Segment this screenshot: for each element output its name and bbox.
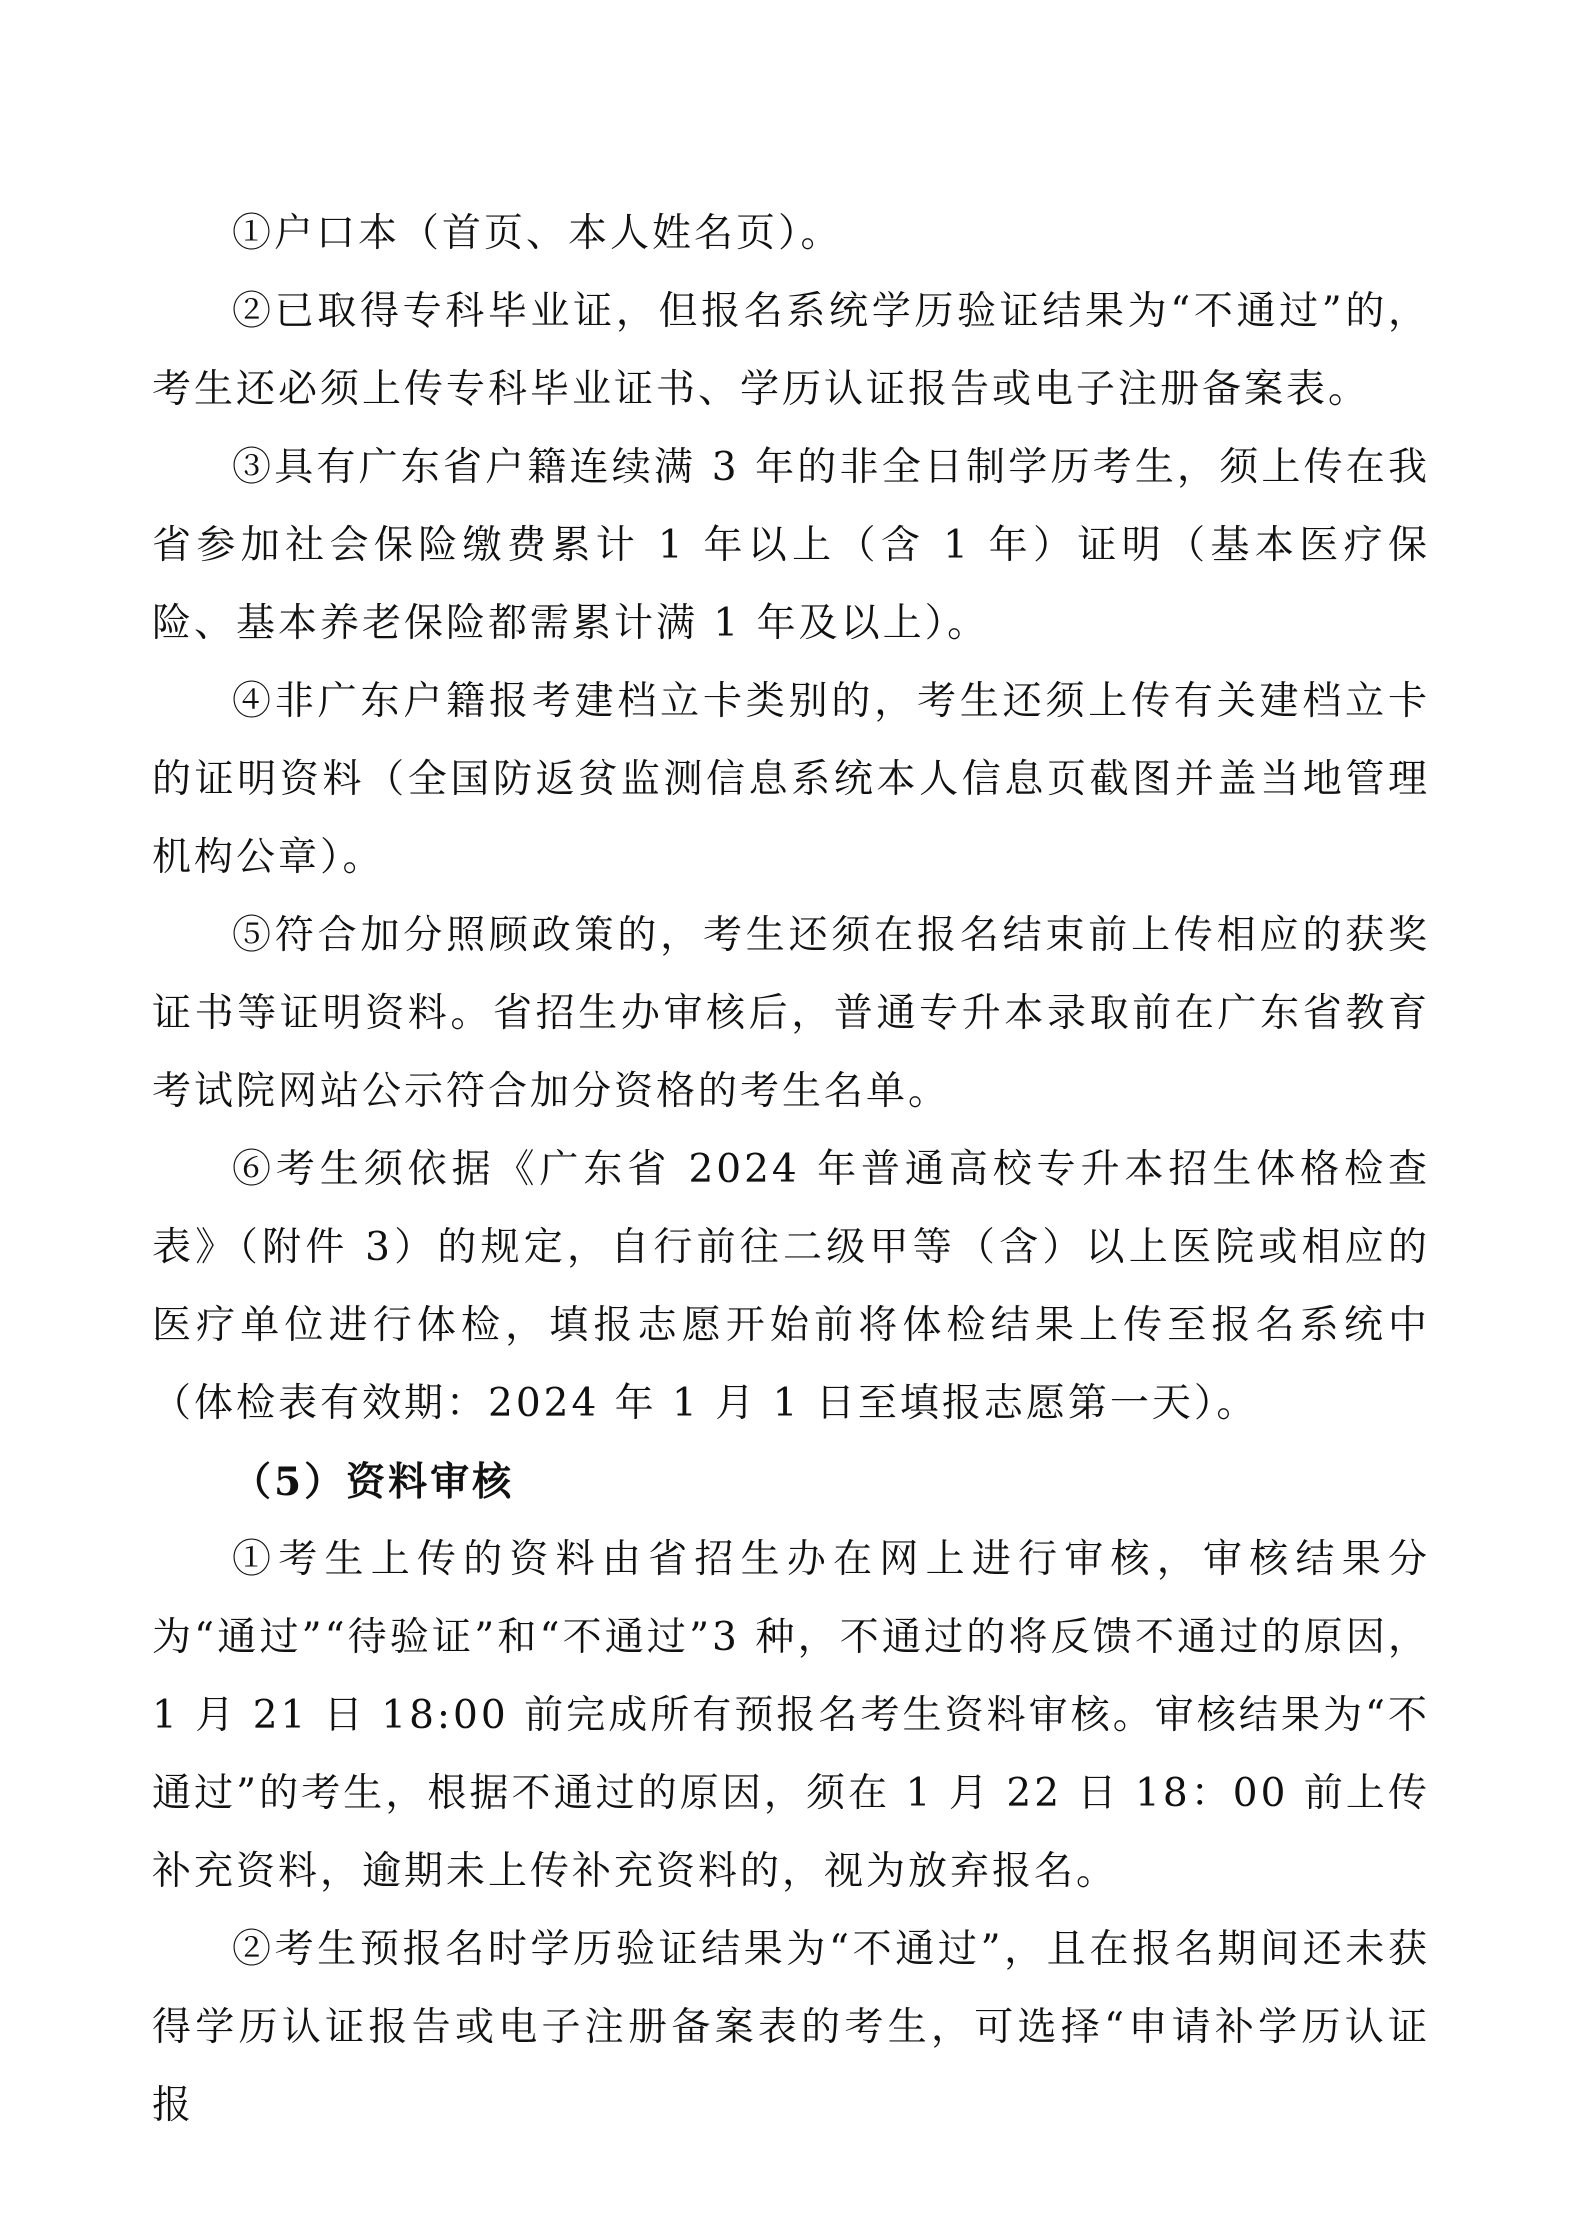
paragraph-physical-exam: ⑥考生须依据《广东省 2024 年普通高校专升本招生体格检查表》（附件 3）的规定，自行前往二级甲等（含）以上医院或相应的医疗单位进行体检，填报志愿开始前将体检结果上传至报名系统中（体检表有效期：2024 年 1 月 1 日至填报志愿第一天）。	[152, 1147, 1430, 1426]
section-heading-material-review: （5）资料审核	[232, 1459, 515, 1505]
paragraph-bonus-points: ⑤符合加分照顾政策的，考生还须在报名结束前上传相应的获奖证书等证明资料。省招生办审核后，普通专升本录取前在广东省教育考试院网站公示符合加分资格的考生名单。	[152, 913, 1430, 1114]
paragraph-household-register: ①户口本（首页、本人姓名页）。	[232, 211, 843, 256]
paragraph-supplementary-certification: ②考生预报名时学历验证结果为“不通过”，且在报名期间还未获得学历认证报告或电子注册备案表的考生，可选择“申请补学历认证报	[152, 1927, 1430, 2128]
paragraph-poverty-registration: ④非广东户籍报考建档立卡类别的，考生还须上传有关建档立卡的证明资料（全国防返贫监测信息系统本人信息页截图并盖当地管理机构公章）。	[152, 679, 1430, 880]
paragraph-diploma-verification: ②已取得专科毕业证，但报名系统学历验证结果为“不通过”的，考生还必须上传专科毕业证书、学历认证报告或电子注册备案表。	[152, 289, 1430, 412]
paragraph-review-process: ①考生上传的资料由省招生办在网上进行审核，审核结果分为“通过”“待验证”和“不通过”3 种，不通过的将反馈不通过的原因，1 月 21 日 18:00 前完成所有预报名考生资料审核。审核结果为“不通过”的考生，根据不通过的原因，须在 1 月 22 日 18：00 前上传补充资料，逾期未上传补充资料的，视为放弃报名。	[152, 1537, 1430, 1894]
document-body	[152, 195, 1430, 2145]
paragraph-social-insurance: ③具有广东省户籍连续满 3 年的非全日制学历考生，须上传在我省参加社会保险缴费累计 1 年以上（含 1 年）证明（基本医疗保险、基本养老保险都需累计满 1 年及以上）。	[152, 445, 1430, 646]
